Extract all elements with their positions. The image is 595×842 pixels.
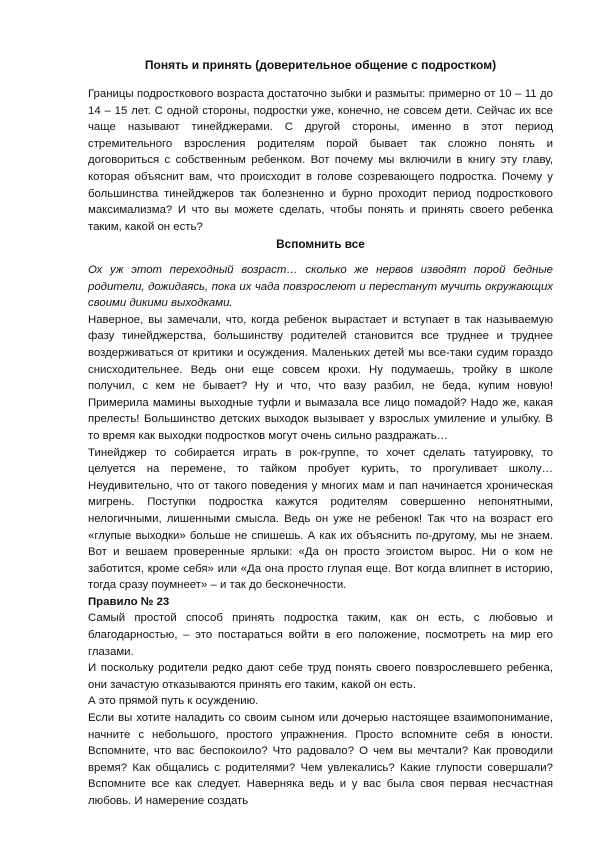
section-heading: Вспомнить все xyxy=(276,237,365,251)
section-body xyxy=(88,262,553,810)
intro-paragraph: Границы подросткового возраста достаточно зыбки и размыты: примерно от 10 – 11 до 14 – 15 лет. С одной стороны, подростки уже, конечно, не совсем дети. Сейчас их все чаще называют тинейджерами. С другой стороны, именно в этот период стремительного взросления родителям порой бывает так сложно понять и договориться с собственным ребенком. Вот почему мы включили в книгу эту главу, которая объяснит вам, что происходит в голове созревающего подростка. Почему у большинства тинейджеров так болезненно и бурно проходит период подросткового максимализма? И что вы можете сделать, чтобы понять и принять своего ребенка таким, какой он есть? xyxy=(88,88,553,233)
body-paragraph: А это прямой путь к осуждению. xyxy=(88,695,259,708)
document-title: Понять и принять (доверительное общение с подростком) xyxy=(144,58,497,72)
body-paragraph: И поскольку родители редко дают себе труд понять своего повзрослевшего ребенка, они зачастую отказываются принять его таким, какой он есть. xyxy=(88,662,553,691)
rule-heading: Правило № 23 xyxy=(88,595,170,608)
body-paragraph: Наверное, вы замечали, что, когда ребенок вырастает и вступает в так называемую фазу тинейджерства, большинству родителей становится все труднее и труднее воздерживаться от критики и осуждения. Маленьких детей мы все-таки судим гораздо снисходительнее. Ведь они еще совсем крохи. Ну подумаешь, тройку в школе получил, с кем не бывает? Ну и что, что вазу разбил, не беда, купим новую! Примерила мамины выходные туфли и вымазала все лицо помадой? Надо же, какая прелесть! Большинство детских выходок вызывает у взрослых умиление и улыбку. В то время как выходки подростков могут очень сильно раздражать… xyxy=(88,313,553,442)
body-paragraph: Самый простой способ принять подростка таким, как он есть, с любовью и благодарностью, – это постараться войти в его положение, посмотреть на мир его глазами. xyxy=(88,612,553,658)
epigraph-paragraph: Ох уж этот переходный возраст… сколько же нервов изводят порой бедные родители, дожидаясь, пока их чада повзрослеют и перестанут мучить окружающих своими дикими выходками. xyxy=(88,264,553,310)
body-paragraph: Тинейджер то собирается играть в рок-группе, то хочет сделать татуировку, то целуется на перемене, то тайком пробует курить, то прогуливает школу… Неудивительно, что от такого поведения у многих мам и пап начинается хроническая мигрень. Поступки подростка кажутся родителям совершенно непонятными, нелогичными, лишенными смысла. Ведь он уже не ребенок! Так что на возраст его «глупые выходки» больше не спишешь. А как их объяснить по-другому, мы не знаем. Вот и вешаем проверенные ярлыки: «Да он просто эгоистом вырос. Ни о ком не заботится, кроме себя» или «Да она просто глупая еще. Вот когда влипнет в историю, тогда сразу поумнеет» – и так до бесконечности. xyxy=(88,446,553,592)
body-paragraph: Если вы хотите наладить со своим сыном или дочерью настоящее взаимопонимание, начните с небольшого, простого упражнения. Просто вспомните себя в юности. Вспомните, что вас беспокоило? Что радовало? О чем вы мечтали? Как проводили время? Как общались с родителями? Чем увлекались? Какие глупости совершали? Вспомните все как следует. Наверняка ведь и у вас была своя первая несчастная любовь. И намерение создать xyxy=(88,712,553,807)
